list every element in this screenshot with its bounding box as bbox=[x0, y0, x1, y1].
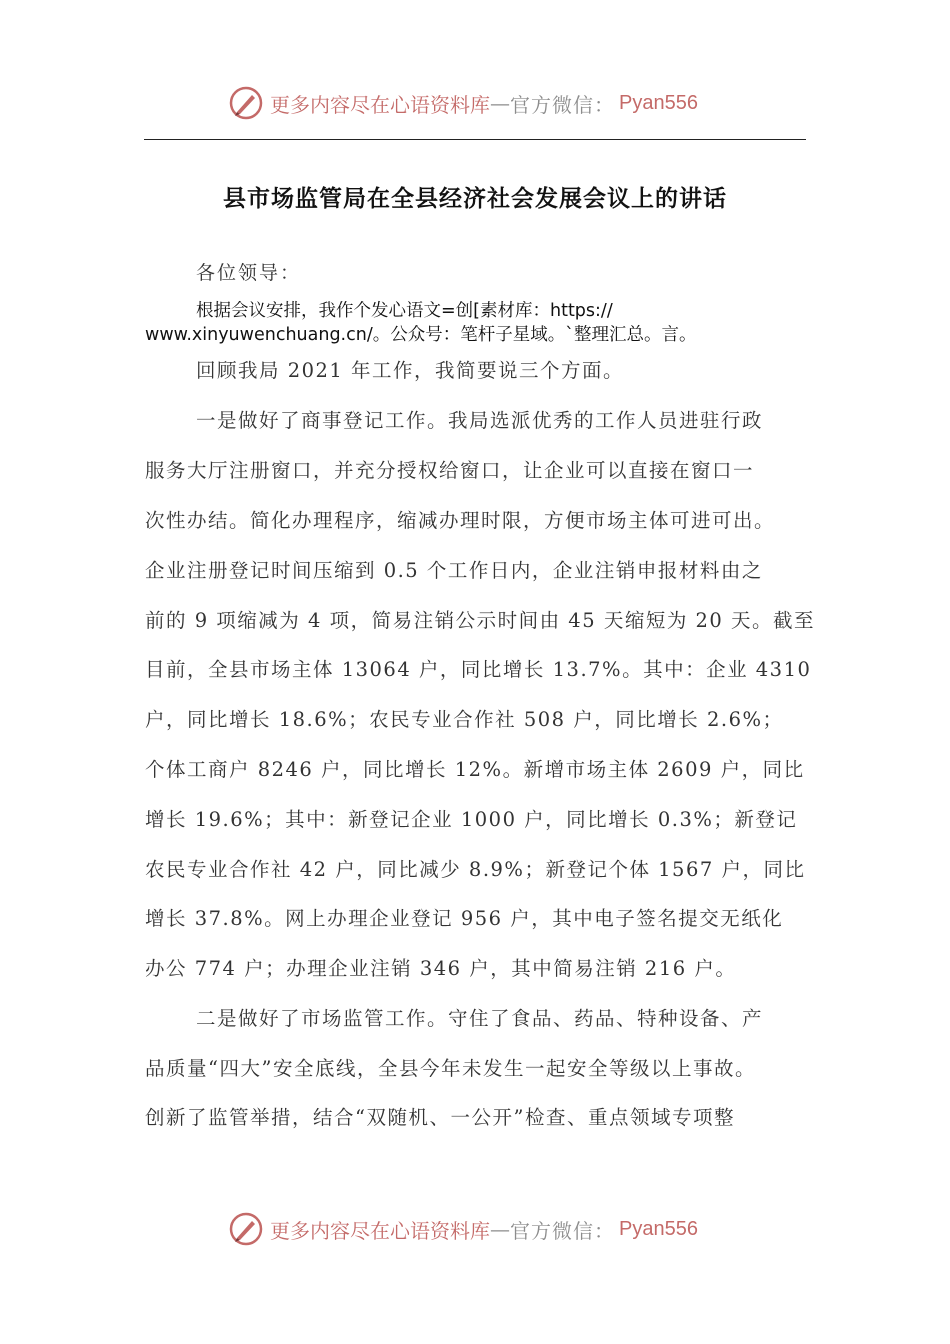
body-line: 增长 37.8%。网上办理企业登记 956 户，其中电子签名提交无纸化 bbox=[145, 907, 784, 930]
header-rule bbox=[144, 139, 806, 140]
body-line: 农民专业合作社 42 户，同比减少 8.9%；新登记个体 1567 户，同比 bbox=[145, 858, 806, 881]
banner-dash: — bbox=[490, 91, 510, 115]
banner-sub-text: 官方微信： bbox=[510, 92, 615, 117]
banner-main-text: 更多内容尽在心语资料库 bbox=[270, 92, 490, 117]
body-line: 一是做好了商事登记工作。我局选派优秀的工作人员进驻行政 bbox=[196, 409, 764, 432]
body-line: 企业注册登记时间压缩到 0.5 个工作日内，企业注销申报材料由之 bbox=[145, 559, 763, 582]
pen-logo-icon bbox=[228, 85, 264, 121]
body-line: 办公 774 户；办理企业注销 346 户，其中简易注销 216 户。 bbox=[145, 957, 737, 980]
body-line: 个体工商户 8246 户，同比增长 12%。新增市场主体 2609 户，同比 bbox=[145, 758, 805, 781]
body-line: 增长 19.6%；其中：新登记企业 1000 户，同比增长 0.3%；新登记 bbox=[145, 808, 798, 831]
intro-line-2: www.xinyuwenchuang.cn/。公众号：笔杆子星域。`整理汇总。言。 bbox=[145, 325, 697, 345]
header-banner bbox=[228, 82, 698, 124]
body-line: 目前，全县市场主体 13064 户，同比增长 13.7%。其中：企业 4310 bbox=[145, 658, 812, 681]
body-line: 创新了监管举措，结合“双随机、一公开”检查、重点领域专项整 bbox=[145, 1106, 735, 1129]
pen-logo-icon bbox=[228, 1211, 264, 1247]
banner-dash: — bbox=[490, 1217, 510, 1241]
banner-handle: Pyan556 bbox=[619, 91, 698, 114]
document-title: 县市场监管局在全县经济社会发展会议上的讲话 bbox=[223, 186, 727, 212]
body-line: 前的 9 项缩减为 4 项，简易注销公示时间由 45 天缩短为 20 天。截至 bbox=[145, 609, 816, 632]
body-line: 次性办结。简化办理程序，缩减办理时限，方便市场主体可进可出。 bbox=[145, 509, 776, 532]
body-line: 二是做好了市场监管工作。守住了食品、药品、特种设备、产 bbox=[196, 1007, 764, 1030]
banner-main-text: 更多内容尽在心语资料库 bbox=[270, 1218, 490, 1243]
salutation: 各位领导： bbox=[196, 262, 302, 284]
body-line: 品质量“四大”安全底线，全县今年未发生一起安全等级以上事故。 bbox=[145, 1057, 756, 1080]
body-line: 回顾我局 2021 年工作，我简要说三个方面。 bbox=[196, 359, 625, 382]
footer-banner bbox=[228, 1208, 698, 1250]
body-line: 户，同比增长 18.6%；农民专业合作社 508 户，同比增长 2.6%； bbox=[145, 708, 784, 731]
body-line: 服务大厅注册窗口，并充分授权给窗口，让企业可以直接在窗口一 bbox=[145, 459, 755, 482]
intro-line-1: 根据会议安排，我作个发心语文=创[素材库：https:// bbox=[196, 301, 613, 321]
banner-sub-text: 官方微信： bbox=[510, 1218, 615, 1243]
banner-handle: Pyan556 bbox=[619, 1217, 698, 1240]
